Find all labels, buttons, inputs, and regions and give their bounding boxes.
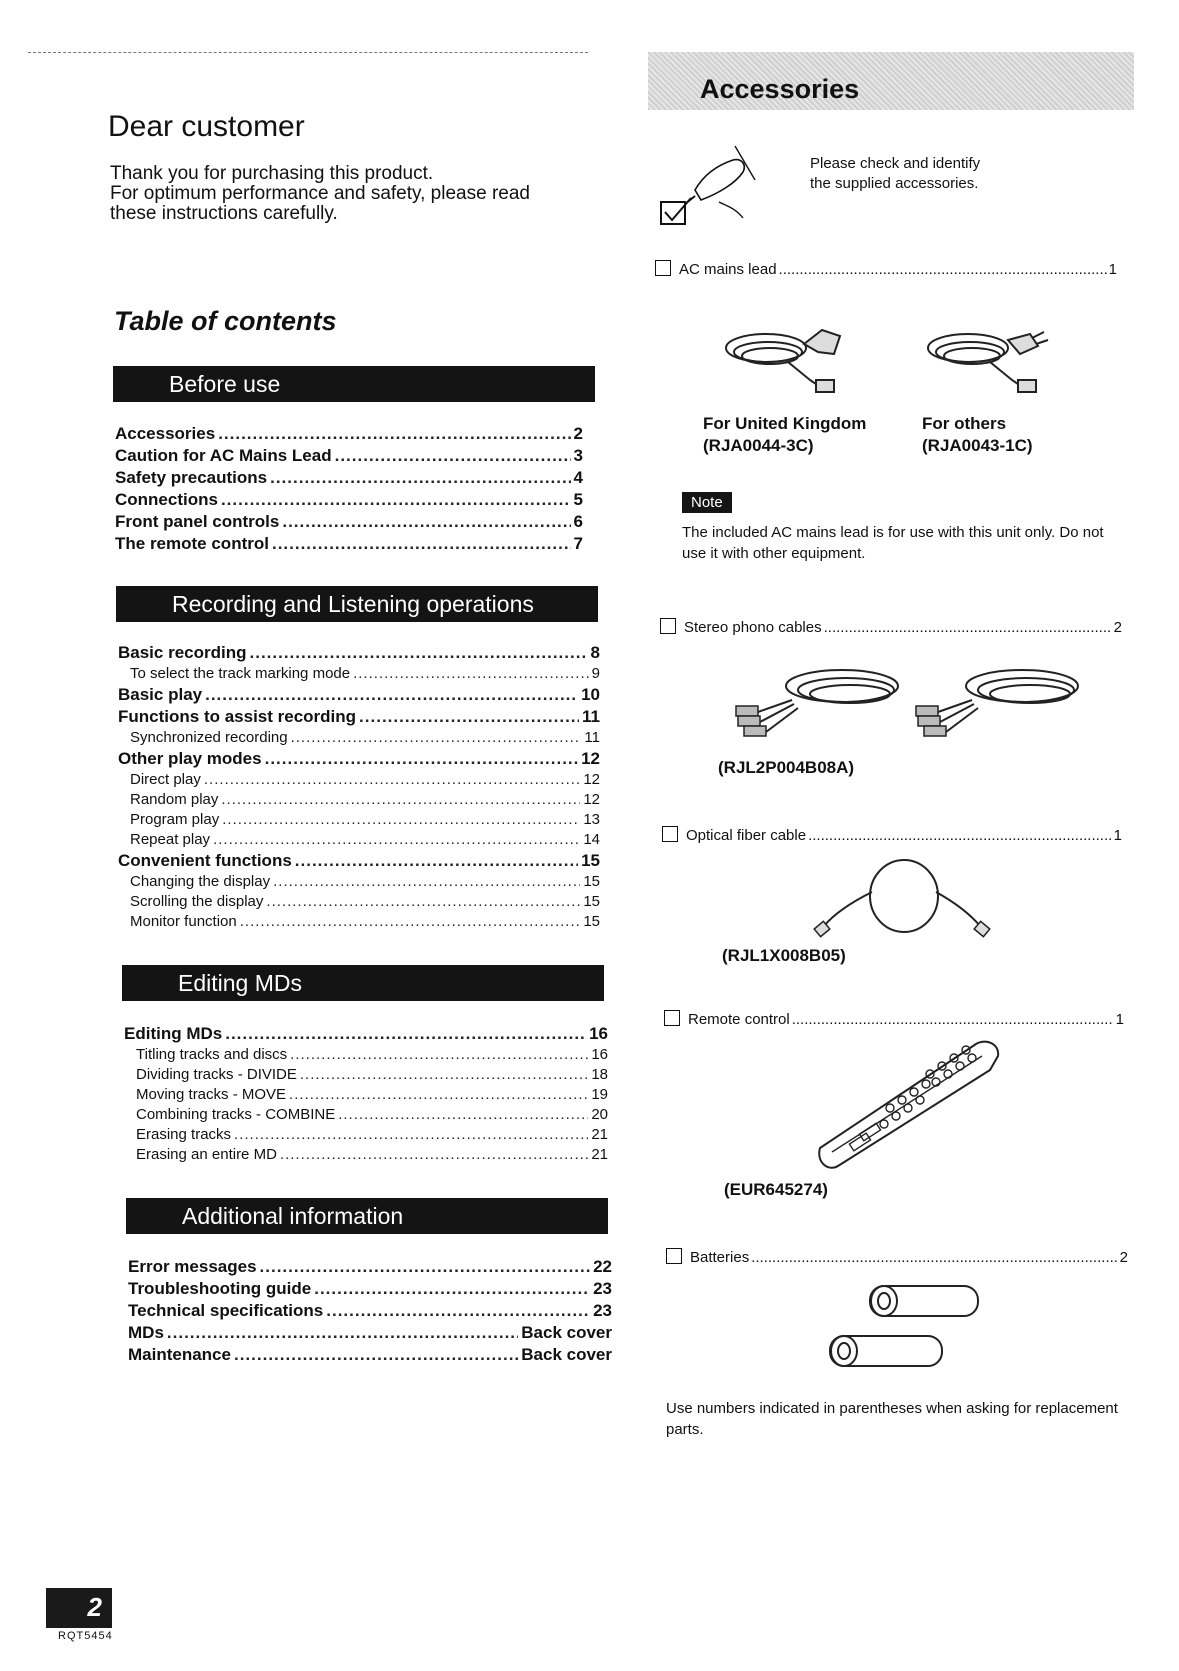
- accessory-ac-lead: [655, 258, 1117, 278]
- toc-entry-label: The remote control: [115, 534, 269, 553]
- toc-entry: [118, 771, 600, 791]
- toc-entry-page: 22: [593, 1257, 612, 1276]
- ac-lead-others-image: [920, 318, 1052, 396]
- toc-entry: [115, 468, 583, 490]
- toc-entry: [128, 1345, 612, 1367]
- toc-entry-label: Safety precautions: [115, 468, 268, 487]
- accessory-remote: [664, 1008, 1124, 1028]
- toc-entry-page: 12: [583, 771, 600, 788]
- remote-code: (EUR645274): [724, 1180, 828, 1199]
- toc-entry-page: 15: [581, 851, 600, 870]
- optical-code: (RJL1X008B05): [722, 946, 846, 965]
- check-line: Please check and identify: [810, 155, 981, 172]
- section-title: Before use: [169, 371, 281, 397]
- toc-entry-page: 11: [584, 729, 600, 746]
- toc-entry: [124, 1146, 608, 1166]
- toc-entry-page: 15: [583, 873, 600, 890]
- toc-entry-label: Repeat play: [130, 831, 211, 848]
- toc-entry-label: Other play modes: [118, 749, 262, 768]
- accessory-label: Batteries: [690, 1249, 750, 1266]
- toc-entry-page: 15: [583, 893, 600, 910]
- checkbox-remote: [664, 1010, 680, 1026]
- uk-lead-code: (RJA0044-3C): [703, 436, 814, 455]
- toc-entry-label: Functions to assist recording: [118, 707, 357, 726]
- accessory-qty: 1: [1115, 1011, 1124, 1028]
- note-badge: Note: [682, 492, 732, 513]
- toc-entry-label: Maintenance: [128, 1345, 231, 1364]
- toc-entry-label: Monitor function: [130, 913, 237, 930]
- toc-entry: [128, 1257, 612, 1279]
- accessory-label: Optical fiber cable: [686, 827, 807, 844]
- toc-entry: [118, 707, 600, 729]
- accessory-phono: [660, 616, 1122, 636]
- toc-entry-page: 8: [590, 643, 600, 662]
- toc-entry-page: 21: [591, 1126, 608, 1143]
- note-text: [682, 522, 1152, 564]
- toc-entry-page: 18: [591, 1066, 608, 1083]
- toc-entry-page: 12: [583, 791, 600, 808]
- toc-entry-label: Dividing tracks - DIVIDE: [136, 1066, 297, 1083]
- ac-lead-uk-image: [718, 318, 850, 396]
- page-number: 2: [87, 1592, 102, 1622]
- optical-fiber-cable-image: [812, 852, 992, 948]
- toc-entry-label: Front panel controls: [115, 512, 280, 531]
- toc-entry-page: Back cover: [521, 1345, 612, 1364]
- toc-entry-page: 13: [583, 811, 600, 828]
- checkbox-ac-lead: [655, 260, 671, 276]
- replacement-parts-note: [666, 1398, 1156, 1440]
- remote-control-image: [810, 1036, 1010, 1170]
- toc-heading: Table of contents: [114, 306, 337, 336]
- page-number-box: [46, 1588, 112, 1628]
- toc-entry-page: 16: [589, 1024, 608, 1043]
- toc-entry: [118, 729, 600, 749]
- toc-entry: [128, 1323, 612, 1345]
- toc-entry-page: 7: [573, 534, 583, 553]
- toc-entry-label: Combining tracks - COMBINE: [136, 1106, 336, 1123]
- note-line: The included AC mains lead is for use with this unit only. Do not: [682, 524, 1104, 541]
- section-bar: [113, 366, 595, 402]
- toc-entry-page: 23: [593, 1301, 612, 1320]
- toc-entry: [118, 643, 600, 665]
- accessory-label: Remote control: [688, 1011, 790, 1028]
- intro-text: [110, 164, 530, 224]
- toc-section-list: [118, 643, 600, 933]
- toc-entry-page: 10: [581, 685, 600, 704]
- toc-entry: [115, 512, 583, 534]
- toc-entry-page: 15: [583, 913, 600, 930]
- phono-code: (RJL2P004B08A): [718, 758, 855, 777]
- toc-entry: [118, 811, 600, 831]
- accessory-optical: [662, 824, 1122, 844]
- note-line: use it with other equipment.: [682, 545, 866, 562]
- toc-entry: [118, 685, 600, 707]
- toc-entry-label: Connections: [115, 490, 218, 509]
- toc-entry: [124, 1046, 608, 1066]
- toc-entry: [115, 424, 583, 446]
- checkbox-phono: [660, 618, 676, 634]
- intro-line: these instructions carefully.: [110, 203, 338, 224]
- section-bar: [116, 586, 598, 622]
- toc-entry-label: Program play: [130, 811, 220, 828]
- accessory-qty: 2: [1119, 1249, 1128, 1266]
- accessory-label: Stereo phono cables: [684, 619, 822, 636]
- toc-entry-label: Random play: [130, 791, 219, 808]
- toc-entry-page: 19: [591, 1086, 608, 1103]
- checkbox-batteries: [666, 1248, 682, 1264]
- toc-entry-page: 5: [573, 490, 583, 509]
- accessory-qty: 2: [1113, 619, 1122, 636]
- toc-entry-label: Erasing tracks: [136, 1126, 232, 1143]
- others-lead-label: For others: [922, 414, 1007, 433]
- toc-entry-label: To select the track marking mode: [130, 665, 351, 682]
- accessory-label: AC mains lead: [679, 261, 777, 278]
- toc-entry: [118, 893, 600, 913]
- toc-entry: [118, 913, 600, 933]
- toc-section-list: [124, 1024, 608, 1166]
- section-title: Additional information: [182, 1203, 404, 1229]
- check-line: the supplied accessories.: [810, 175, 979, 192]
- toc-entry-page: 2: [573, 424, 583, 443]
- accessory-qty: 1: [1108, 261, 1117, 278]
- toc-entry-label: Synchronized recording: [130, 729, 288, 746]
- batteries-image: [826, 1282, 986, 1374]
- footer-line: Use numbers indicated in parentheses when asking for replacement: [666, 1400, 1118, 1417]
- toc-entry: [128, 1301, 612, 1323]
- top-rule: [28, 52, 588, 53]
- document-code: RQT5454: [58, 1630, 113, 1642]
- toc-entry-page: 16: [591, 1046, 608, 1063]
- toc-entry-label: Accessories: [115, 424, 216, 443]
- toc-entry: [124, 1106, 608, 1126]
- footer-line: parts.: [666, 1421, 704, 1438]
- accessories-title: Accessories: [700, 74, 860, 104]
- others-lead-code: (RJA0043-1C): [922, 436, 1033, 455]
- accessory-qty: 1: [1113, 827, 1122, 844]
- uk-lead-label: For United Kingdom: [703, 414, 867, 433]
- toc-entry: [118, 851, 600, 873]
- toc-entry-label: Basic recording: [118, 643, 247, 662]
- section-bar: [126, 1198, 608, 1234]
- intro-line: For optimum performance and safety, please read: [110, 183, 530, 204]
- check-hand-icon: [655, 140, 785, 235]
- toc-section-list: [115, 424, 583, 556]
- toc-entry: [124, 1066, 608, 1086]
- toc-entry-label: Scrolling the display: [130, 893, 264, 910]
- toc-entry-label: Convenient functions: [118, 851, 292, 870]
- toc-entry: [128, 1279, 612, 1301]
- checkbox-optical: [662, 826, 678, 842]
- toc-entry-label: Technical specifications: [128, 1301, 324, 1320]
- toc-entry-label: MDs: [128, 1323, 164, 1342]
- toc-entry: [118, 791, 600, 811]
- toc-entry: [115, 446, 583, 468]
- toc-entry-label: Troubleshooting guide: [128, 1279, 312, 1298]
- toc-entry-label: Basic play: [118, 685, 203, 704]
- stereo-phono-cables-image: [722, 650, 1102, 750]
- section-title: Editing MDs: [178, 970, 302, 996]
- toc-entry-label: Caution for AC Mains Lead: [115, 446, 332, 465]
- toc-entry: [124, 1024, 608, 1046]
- toc-entry-page: 11: [582, 707, 600, 726]
- dear-customer-heading: Dear customer: [108, 110, 305, 143]
- toc-entry-label: Direct play: [130, 771, 201, 788]
- toc-entry: [118, 665, 600, 685]
- accessory-batteries: [666, 1246, 1128, 1266]
- toc-entry-page: 9: [591, 665, 600, 682]
- toc-section-list: [128, 1257, 612, 1367]
- toc-entry: [118, 873, 600, 893]
- section-title: Recording and Listening operations: [172, 591, 534, 617]
- toc-entry: [124, 1126, 608, 1146]
- toc-entry-page: 23: [593, 1279, 612, 1298]
- section-bar: [122, 965, 604, 1001]
- toc-entry-page: 21: [591, 1146, 608, 1163]
- toc-entry-label: Titling tracks and discs: [136, 1046, 288, 1063]
- check-instruction: [810, 154, 980, 194]
- toc-entry: [115, 534, 583, 556]
- toc-entry: [115, 490, 583, 512]
- toc-entry: [124, 1086, 608, 1106]
- toc-entry-label: Erasing an entire MD: [136, 1146, 277, 1163]
- toc-entry-page: 14: [583, 831, 600, 848]
- toc-entry-label: Changing the display: [130, 873, 271, 890]
- toc-entry-page: 4: [573, 468, 583, 487]
- toc-entry-label: Error messages: [128, 1257, 257, 1276]
- toc-entry: [118, 749, 600, 771]
- toc-entry-page: 12: [581, 749, 600, 768]
- toc-entry-label: Editing MDs: [124, 1024, 223, 1043]
- toc-entry: [118, 831, 600, 851]
- toc-entry-page: 3: [573, 446, 583, 465]
- toc-entry-page: 20: [591, 1106, 608, 1123]
- toc-entry-page: Back cover: [521, 1323, 612, 1342]
- toc-entry-page: 6: [573, 512, 583, 531]
- accessories-header: [648, 52, 1134, 110]
- toc-entry-label: Moving tracks - MOVE: [136, 1086, 287, 1103]
- intro-line: Thank you for purchasing this product.: [110, 163, 434, 184]
